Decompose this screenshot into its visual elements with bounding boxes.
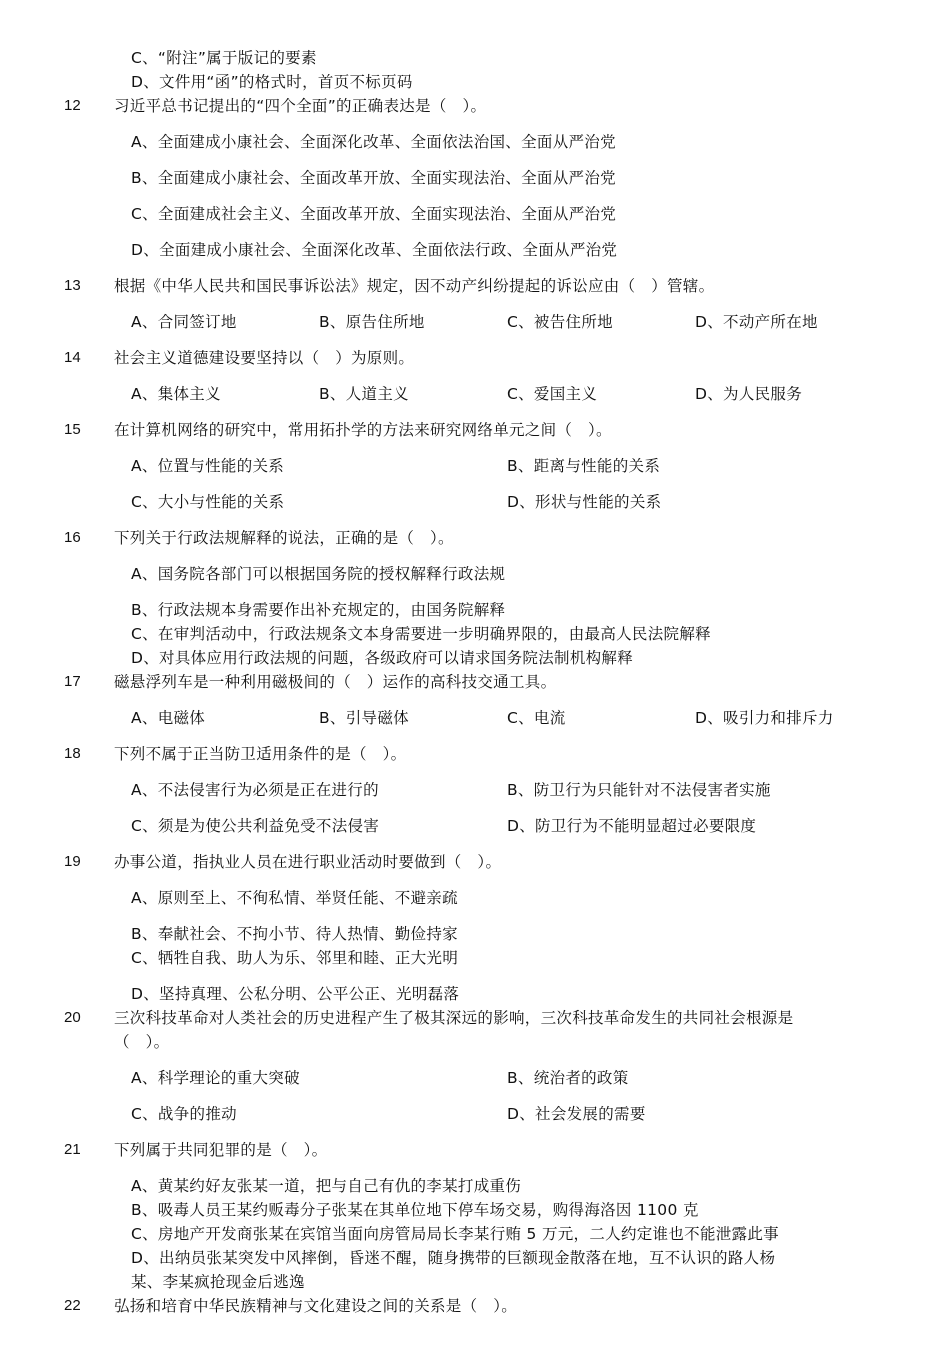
option-a: A、黄某约好友张某一道，把与自己有仇的李某打成重伤	[131, 1177, 522, 1195]
question-number: 22	[64, 1297, 81, 1314]
option-c: C、战争的推动	[131, 1105, 237, 1123]
option-c: C、被告住所地	[507, 313, 613, 331]
option-b: B、原告住所地	[319, 313, 425, 331]
option-d: D、吸引力和排斥力	[695, 709, 834, 727]
option-d: D、出纳员张某突发中风摔倒，昏迷不醒，随身携带的巨额现金散落在地，互不认识的路人杨	[131, 1249, 776, 1267]
question-stem: 磁悬浮列车是一种利用磁极间的（ ）运作的高科技交通工具。	[114, 673, 557, 691]
question-number: 12	[64, 97, 81, 114]
question-stem: 三次科技革命对人类社会的历史进程产生了极其深远的影响，三次科技革命发生的共同社会根源是	[114, 1009, 794, 1027]
option-b: B、吸毒人员王某约贩毒分子张某在其单位地下停车场交易，购得海洛因 1100 克	[131, 1201, 699, 1219]
option-d-continued: 某、李某疯抢现金后逃逸	[131, 1273, 305, 1291]
option-a: A、国务院各部门可以根据国务院的授权解释行政法规	[131, 565, 506, 583]
question-number: 21	[64, 1141, 81, 1158]
question-stem: 社会主义道德建设要坚持以（ ）为原则。	[114, 349, 415, 367]
question-stem: 办事公道，指执业人员在进行职业活动时要做到（ ）。	[114, 853, 502, 871]
option-d: D、为人民服务	[695, 385, 803, 403]
option-c: C、爱国主义	[507, 385, 598, 403]
option-b: B、引导磁体	[319, 709, 409, 727]
option-a: A、电磁体	[131, 709, 206, 727]
option-d: D、全面建成小康社会、全面深化改革、全面依法行政、全面从严治党	[131, 241, 618, 259]
option-c: C、牺牲自我、助人为乐、邻里和睦、正大光明	[131, 949, 459, 967]
question-number: 17	[64, 673, 81, 690]
question-number: 20	[64, 1009, 81, 1026]
question-stem: 下列不属于正当防卫适用条件的是（ ）。	[114, 745, 407, 763]
option-d: D、社会发展的需要	[507, 1105, 646, 1123]
question-stem: 弘扬和培育中华民族精神与文化建设之间的关系是（ ）。	[114, 1297, 518, 1315]
option-b: B、人道主义	[319, 385, 409, 403]
carryover-option-c: C、“附注”属于版记的要素	[131, 49, 317, 67]
question-number: 16	[64, 529, 81, 546]
option-d: D、防卫行为不能明显超过必要限度	[507, 817, 757, 835]
option-a: A、合同签订地	[131, 313, 237, 331]
question-stem: 下列属于共同犯罪的是（ ）。	[114, 1141, 328, 1159]
question-number: 19	[64, 853, 81, 870]
option-d: D、坚持真理、公私分明、公平公正、光明磊落	[131, 985, 460, 1003]
question-stem: 下列关于行政法规解释的说法，正确的是（ ）。	[114, 529, 454, 547]
option-b: B、全面建成小康社会、全面改革开放、全面实现法治、全面从严治党	[131, 169, 616, 187]
option-b: B、行政法规本身需要作出补充规定的，由国务院解释	[131, 601, 506, 619]
option-c: C、电流	[507, 709, 566, 727]
option-c: C、在审判活动中，行政法规条文本身需要进一步明确界限的，由最高人民法院解释	[131, 625, 711, 643]
option-b: B、距离与性能的关系	[507, 457, 661, 475]
question-number: 14	[64, 349, 81, 366]
question-stem-continued: （ ）。	[114, 1033, 170, 1051]
question-number: 15	[64, 421, 81, 438]
option-b: B、防卫行为只能针对不法侵害者实施	[507, 781, 771, 799]
question-number: 18	[64, 745, 81, 762]
option-a: A、不法侵害行为必须是正在进行的	[131, 781, 379, 799]
option-b: B、奉献社会、不拘小节、待人热情、勤俭持家	[131, 925, 458, 943]
option-a: A、集体主义	[131, 385, 221, 403]
option-d: D、对具体应用行政法规的问题，各级政府可以请求国务院法制机构解释	[131, 649, 634, 667]
option-a: A、位置与性能的关系	[131, 457, 285, 475]
question-stem: 根据《中华人民共和国民事诉讼法》规定，因不动产纠纷提起的诉讼应由（ ）管辖。	[114, 277, 715, 295]
question-stem: 习近平总书记提出的“四个全面”的正确表达是（ ）。	[114, 97, 487, 115]
option-a: A、全面建成小康社会、全面深化改革、全面依法治国、全面从严治党	[131, 133, 616, 151]
option-b: B、统治者的政策	[507, 1069, 629, 1087]
option-a: A、科学理论的重大突破	[131, 1069, 300, 1087]
option-c: C、须是为使公共利益免受不法侵害	[131, 817, 380, 835]
carryover-option-d: D、文件用“函”的格式时，首页不标页码	[131, 73, 413, 91]
option-a: A、原则至上、不徇私情、举贤任能、不避亲疏	[131, 889, 458, 907]
option-c: C、房地产开发商张某在宾馆当面向房管局局长李某行贿 5 万元，二人约定谁也不能泄露此事	[131, 1225, 779, 1243]
option-c: C、大小与性能的关系	[131, 493, 285, 511]
question-number: 13	[64, 277, 81, 294]
option-c: C、全面建成社会主义、全面改革开放、全面实现法治、全面从严治党	[131, 205, 617, 223]
question-stem: 在计算机网络的研究中，常用拓扑学的方法来研究网络单元之间（ ）。	[114, 421, 612, 439]
option-d: D、不动产所在地	[695, 313, 818, 331]
option-d: D、形状与性能的关系	[507, 493, 662, 511]
